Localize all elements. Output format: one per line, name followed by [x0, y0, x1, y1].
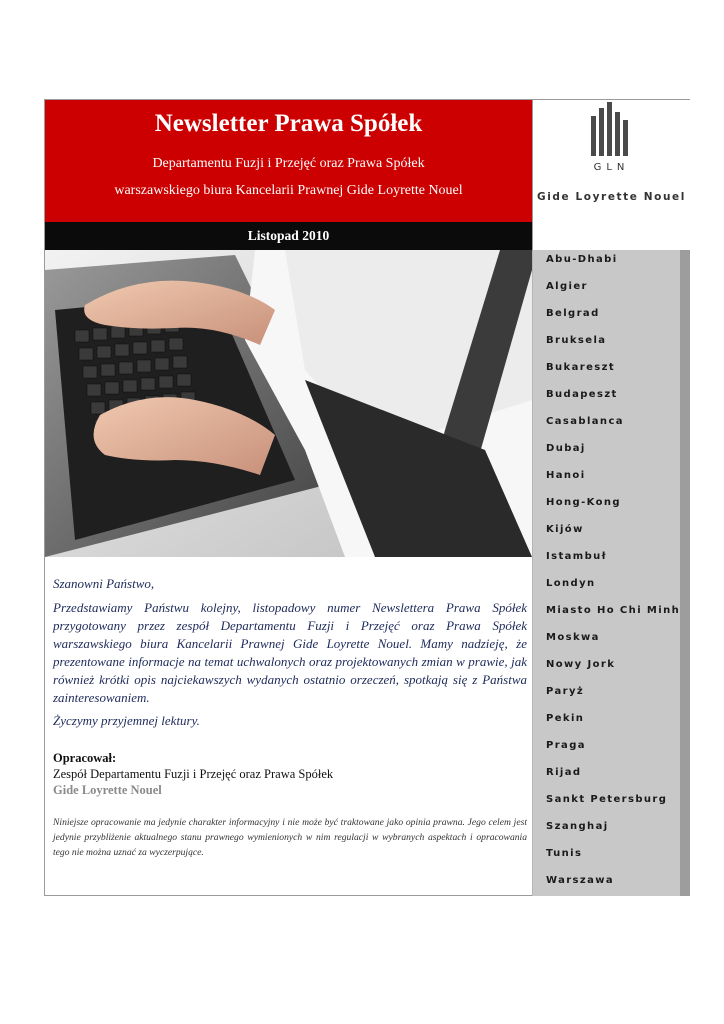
letter-paragraph: Przedstawiamy Państwu kolejny, listopadowy numer Newslettera Prawa Spółek przygotowany przez zespół Departamentu Fuzji i Przejęć oraz Prawa Spółek warszawskiego biura Kancelarii Prawnej Gide Loyrette Nouel. Mamy nadzieję, że prezentowane informacje na temat uchwalonych oraz projektowanych zmian w prawie, jak również krótki opis najciekawszych wydanych ostatnio orzeczeń, spotkają się z Państwa zainteresowaniem. — [53, 600, 527, 705]
letter-body — [53, 576, 527, 729]
letter-greeting: Szanowni Państwo, — [53, 576, 155, 591]
hands-typing-on-laptop-image — [45, 250, 532, 557]
author-label: Opracował: — [53, 751, 117, 765]
city-item: Bruksela — [546, 335, 607, 346]
office-subtitle: warszawskiego biura Kancelarii Prawnej Gide Loyrette Nouel — [114, 183, 463, 198]
city-item: Budapeszt — [546, 389, 618, 400]
city-item: Sankt Petersburg — [546, 794, 668, 805]
city-item: Casablanca — [546, 416, 624, 427]
letter-closing: Życzymy przyjemnej lektury. — [53, 713, 200, 728]
city-item: Miasto Ho Chi Minh — [546, 605, 681, 616]
city-item: Pekin — [546, 713, 585, 724]
city-item: Nowy Jork — [546, 659, 616, 670]
gln-mark-icon — [585, 102, 641, 160]
office-cities-sidebar — [532, 250, 690, 896]
city-item: Bukareszt — [546, 362, 616, 373]
city-item: Tunis — [546, 848, 583, 859]
newsletter-title: Newsletter Prawa Spółek — [154, 110, 423, 137]
newsletter-page — [44, 99, 690, 896]
city-item: Szanghaj — [546, 821, 609, 832]
firm-logo — [532, 100, 690, 250]
issue-date: Listopad 2010 — [45, 222, 532, 250]
city-item: Hanoi — [546, 470, 586, 481]
city-item: Rijad — [546, 767, 582, 778]
logo-mark-text: GLN — [593, 162, 630, 173]
newsletter-header — [45, 100, 532, 222]
city-item: Dubaj — [546, 443, 586, 454]
department-subtitle: Departamentu Fuzji i Przejęć oraz Prawa Spółek — [152, 156, 425, 171]
city-item: Warszawa — [546, 875, 615, 886]
city-item: Hong-Kong — [546, 497, 621, 508]
city-item: Abu-Dhabi — [546, 254, 618, 265]
city-item: Belgrad — [546, 308, 600, 319]
city-item: Istambuł — [546, 551, 607, 562]
author-team: Zespół Departamentu Fuzji i Przejęć oraz Prawa Spółek — [53, 767, 334, 781]
city-item: Praga — [546, 740, 586, 751]
city-item: Londyn — [546, 578, 596, 589]
city-item: Paryż — [546, 686, 585, 697]
author-block — [53, 750, 527, 798]
logo-brand-text: Gide Loyrette Nouel — [537, 191, 686, 203]
legal-disclaimer: Niniejsze opracowanie ma jedynie charakter informacyjny i nie może być traktowane jako opinia prawna. Jego celem jest jedynie przybliżenie aktualnego stanu prawnego wymienionych w nim regulacji w wybranych aspektach i opracowania tego nie można uznać za wyczerpujące. — [53, 817, 527, 858]
author-firm: Gide Loyrette Nouel — [53, 783, 162, 797]
city-item: Algier — [546, 281, 588, 292]
city-item: Kijów — [546, 524, 584, 535]
city-item: Moskwa — [546, 632, 600, 643]
